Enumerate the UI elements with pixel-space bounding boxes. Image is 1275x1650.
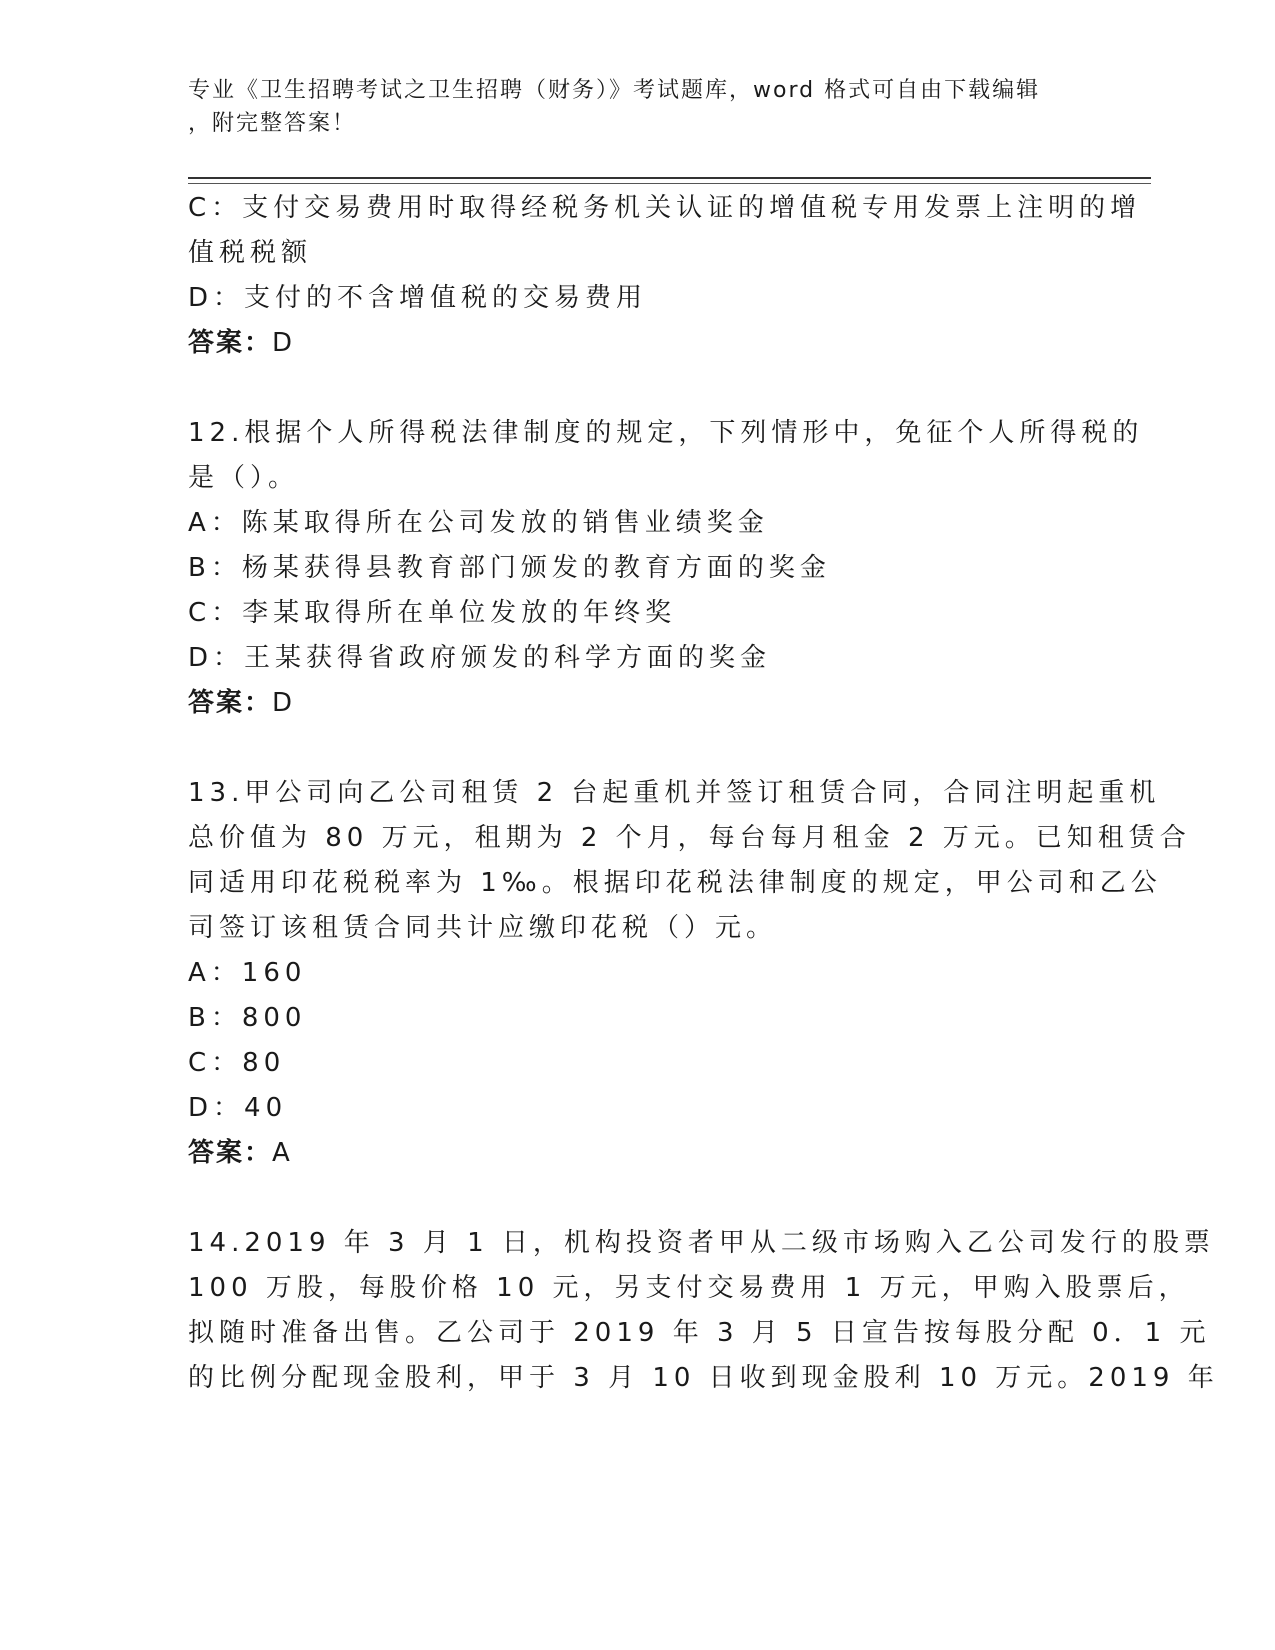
q11-option-d: D：支付的不含增值税的交易费用	[188, 283, 648, 313]
q13-answer-label: 答案：	[188, 1138, 273, 1168]
header-divider-thick	[188, 177, 1151, 179]
question-14	[188, 1221, 1219, 1401]
header-line-1: 专业《卫生招聘考试之卫生招聘（财务）》考试题库，word 格式可自由下载编辑	[188, 78, 1041, 103]
q11-option-c-line-1: C：支付交易费用时取得经税务机关认证的增值税专用发票上注明的增	[188, 193, 1142, 223]
q11-answer	[188, 321, 1088, 366]
q14-stem-line-4: 的比例分配现金股利，甲于 3 月 10 日收到现金股利 10 万元。2019 年	[188, 1363, 1219, 1393]
q13-stem-line-2: 总价值为 80 万元，租期为 2 个月，每台每月租金 2 万元。已知租赁合	[188, 823, 1191, 853]
q13-option-a: A：160	[188, 958, 307, 988]
q12-stem-line-2: 是（）。	[188, 463, 300, 493]
q11-answer-label: 答案：	[188, 328, 273, 358]
document-header	[188, 74, 1068, 140]
question-11-tail	[188, 186, 1142, 366]
q13-stem-line-1: 13.甲公司向乙公司租赁 2 台起重机并签订租赁合同，合同注明起重机	[188, 778, 1161, 808]
q14-stem-line-1: 14.2019 年 3 月 1 日，机构投资者甲从二级市场购入乙公司发行的股票	[188, 1228, 1215, 1258]
q13-option-d: D：40	[188, 1093, 288, 1123]
q12-option-b: B：杨某获得县教育部门颁发的教育方面的奖金	[188, 553, 831, 583]
q12-option-d: D：王某获得省政府颁发的科学方面的奖金	[188, 643, 772, 673]
header-divider-thin	[188, 183, 1151, 184]
q13-answer-value: A	[272, 1138, 292, 1168]
q13-option-b: B：800	[188, 1003, 307, 1033]
q13-option-c: C：80	[188, 1048, 286, 1078]
q12-option-c: C：李某取得所在单位发放的年终奖	[188, 598, 677, 628]
q13-stem-line-3: 同适用印花税税率为 1‰。根据印花税法律制度的规定，甲公司和乙公	[188, 868, 1162, 898]
q11-answer-value: D	[272, 328, 295, 358]
question-12	[188, 411, 1144, 726]
q12-answer-value: D	[272, 688, 295, 718]
q13-stem-line-4: 司签订该租赁合同共计应缴印花税（）元。	[188, 913, 778, 943]
question-13	[188, 771, 1191, 1176]
q12-answer	[188, 681, 1088, 726]
header-line-2: ，附完整答案！	[188, 111, 357, 136]
q12-option-a: A：陈某取得所在公司发放的销售业绩奖金	[188, 508, 769, 538]
q12-stem-line-1: 12.根据个人所得税法律制度的规定，下列情形中，免征个人所得税的	[188, 418, 1144, 448]
q12-answer-label: 答案：	[188, 688, 273, 718]
q13-answer	[188, 1131, 1088, 1176]
question-content	[188, 186, 1219, 1401]
q14-stem-line-3: 拟随时准备出售。乙公司于 2019 年 3 月 5 日宣告按每股分配 0．1 元	[188, 1318, 1211, 1348]
q11-option-c-line-2: 值税税额	[188, 238, 313, 268]
q14-stem-line-2: 100 万股，每股价格 10 元，另支付交易费用 1 万元，甲购入股票后，	[188, 1273, 1190, 1303]
